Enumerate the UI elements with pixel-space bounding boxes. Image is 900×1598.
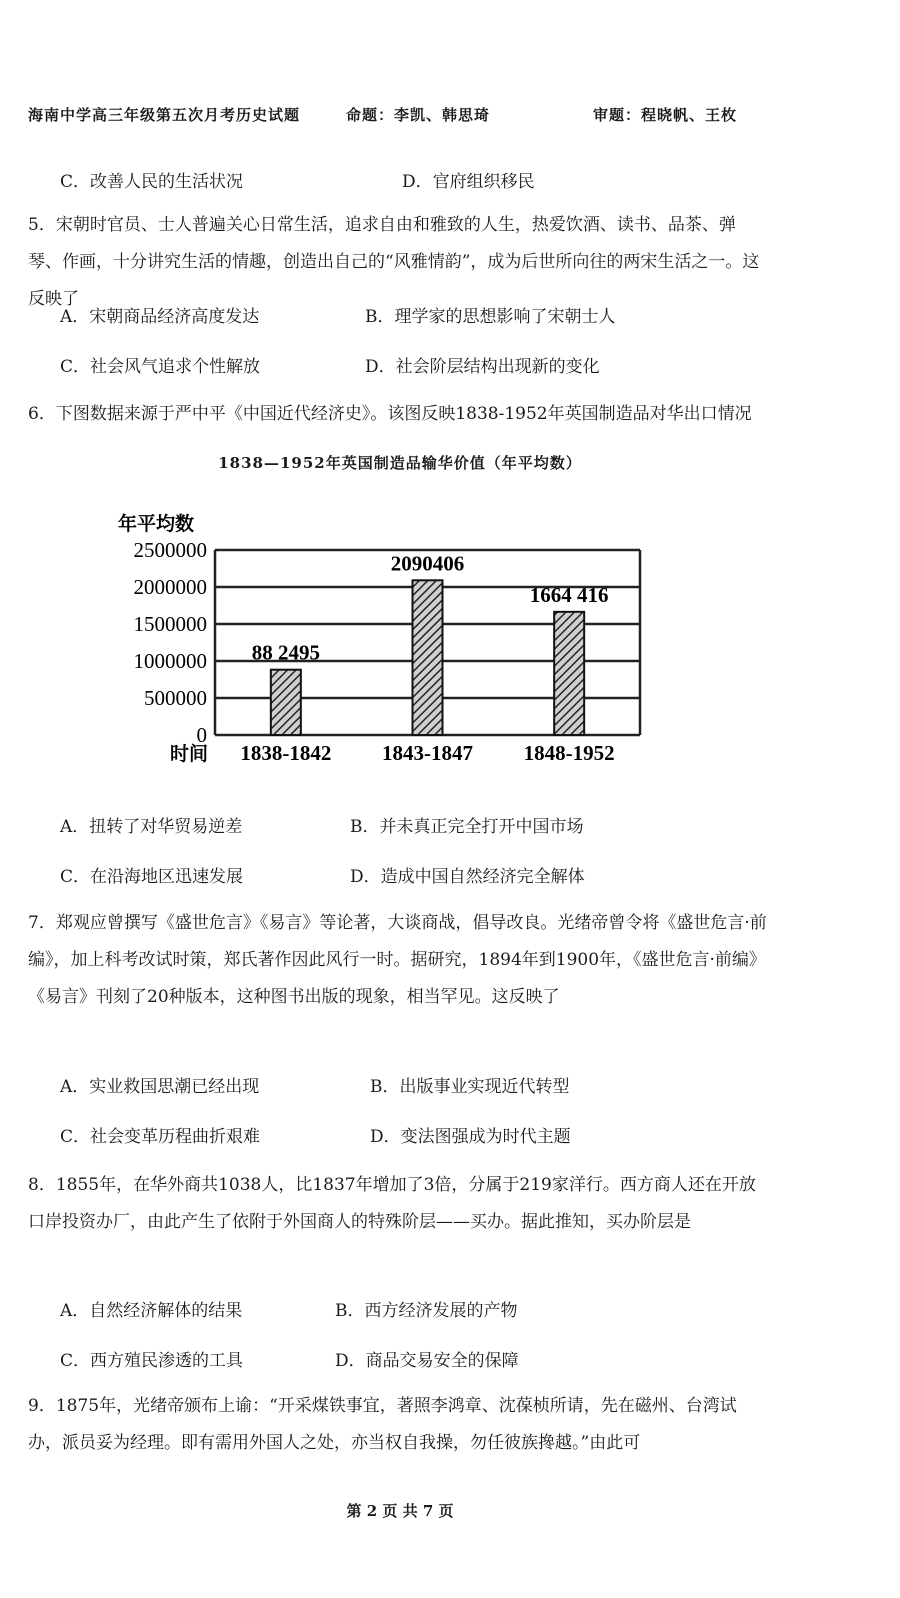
exam-title: 海南中学高三年级第五次月考历史试题 [28, 106, 301, 124]
q7-options-cd [60, 1122, 571, 1147]
y-tick-label: 2500000 [133, 538, 207, 562]
q7-option-a: A．实业救国思潮已经出现 [60, 1077, 260, 1097]
q8-options-ab [60, 1296, 518, 1321]
q7-option-c: C．社会变革历程曲折艰难 [60, 1127, 261, 1147]
bar [271, 670, 301, 735]
y-tick-label: 1500000 [133, 612, 207, 636]
q7-options-ab [60, 1072, 570, 1097]
x-axis-label: 时间 [170, 743, 209, 765]
q6-options-cd [60, 862, 585, 887]
question-7-stem: 7．郑观应曾撰写《盛世危言》《易言》等论著，大谈商战，倡导改良。光绪帝曾令将《盛世危言·前编》，加上科考改试时策，郑氏著作因此风行一时。据研究，1894年到1900年，《盛世危言·前编》《易言》刊刻了20种版本，这种图书出版的现象，相当罕见。这反映了 [28, 913, 767, 1007]
x-tick-label: 1838-1842 [240, 741, 332, 765]
exam-author: 命题：李凯、韩思琦 [346, 106, 491, 124]
q5-options-cd [60, 352, 600, 377]
q5-option-a: A．宋朝商品经济高度发达 [60, 307, 260, 327]
q5-options-ab [60, 302, 616, 327]
q6-option-b: B．并未真正完全打开中国市场 [350, 817, 584, 837]
exam-reviewer: 审题：程晓帆、王枚 [593, 106, 738, 124]
q8-option-d: D．商品交易安全的保障 [335, 1351, 519, 1371]
q8-options-cd [60, 1346, 519, 1371]
q7-option-d: D．变法图强成为时代主题 [370, 1127, 571, 1147]
q8-option-b: B．西方经济发展的产物 [335, 1301, 518, 1321]
y-tick-label: 0 [196, 723, 207, 747]
bar-value-label: 2090406 [390, 551, 465, 576]
x-axis-ticks [240, 741, 614, 765]
q5-option-c: C．社会风气追求个性解放 [60, 357, 261, 377]
question-5-stem: 5．宋朝时官员、士人普遍关心日常生活，追求自由和雅致的人生，热爱饮酒、读书、品茶、弹琴、作画，十分讲究生活的情趣，创造出自己的“风雅情韵”，成为后世所向往的两宋生活之一。这反映了 [28, 215, 760, 309]
y-axis-label: 年平均数 [118, 513, 195, 535]
q6-option-d: D．造成中国自然经济完全解体 [350, 867, 585, 887]
q6-options-ab [60, 812, 584, 837]
q6-option-a: A．扭转了对华贸易逆差 [60, 817, 243, 837]
bar [413, 580, 443, 735]
chart-title: 1838—1952年英国制造品输华价值（年平均数） [218, 454, 582, 472]
y-tick-label: 1000000 [133, 649, 207, 673]
q8-option-c: C．西方殖民渗透的工具 [60, 1351, 244, 1371]
q7-option-b: B．出版事业实现近代转型 [370, 1077, 570, 1097]
page-number: 第 2 页 共 7 页 [346, 1502, 454, 1520]
q4-options-cd [60, 167, 535, 192]
q4-option-c: C．改善人民的生活状况 [60, 172, 244, 192]
y-axis-ticks [134, 538, 208, 747]
q4-option-d: D．官府组织移民 [402, 172, 535, 192]
y-tick-label: 500000 [144, 686, 207, 710]
x-tick-label: 1843-1847 [382, 741, 473, 765]
question-6-stem: 6．下图数据来源于严中平《中国近代经济史》。该图反映1838-1952年英国制造品对华出口情况 [28, 404, 752, 424]
bar-chart [100, 500, 660, 785]
q6-option-c: C．在沿海地区迅速发展 [60, 867, 244, 887]
question-9-stem: 9．1875年，光绪帝颁布上谕：“开采煤铁事宜，著照李鸿章、沈葆桢所请，先在磁州、台湾试办，派员妥为经理。即有需用外国人之处，亦当权自我操，勿任彼族搀越。”由此可 [28, 1396, 737, 1453]
q8-option-a: A．自然经济解体的结果 [60, 1301, 243, 1321]
x-tick-label: 1848-1952 [523, 741, 615, 765]
q5-option-d: D．社会阶层结构出现新的变化 [365, 357, 600, 377]
bar-value-label: 88 2495 [251, 640, 320, 665]
y-tick-label: 2000000 [133, 575, 207, 599]
bar [554, 612, 584, 735]
question-8-stem: 8．1855年，在华外商共1038人，比1837年增加了3倍，分属于219家洋行。西方商人还在开放口岸投资办厂，由此产生了依附于外国商人的特殊阶层——买办。据此推知，买办阶层是 [28, 1175, 756, 1232]
q5-option-b: B．理学家的思想影响了宋朝士人 [365, 307, 616, 327]
bar-value-label: 1664 416 [529, 582, 609, 607]
